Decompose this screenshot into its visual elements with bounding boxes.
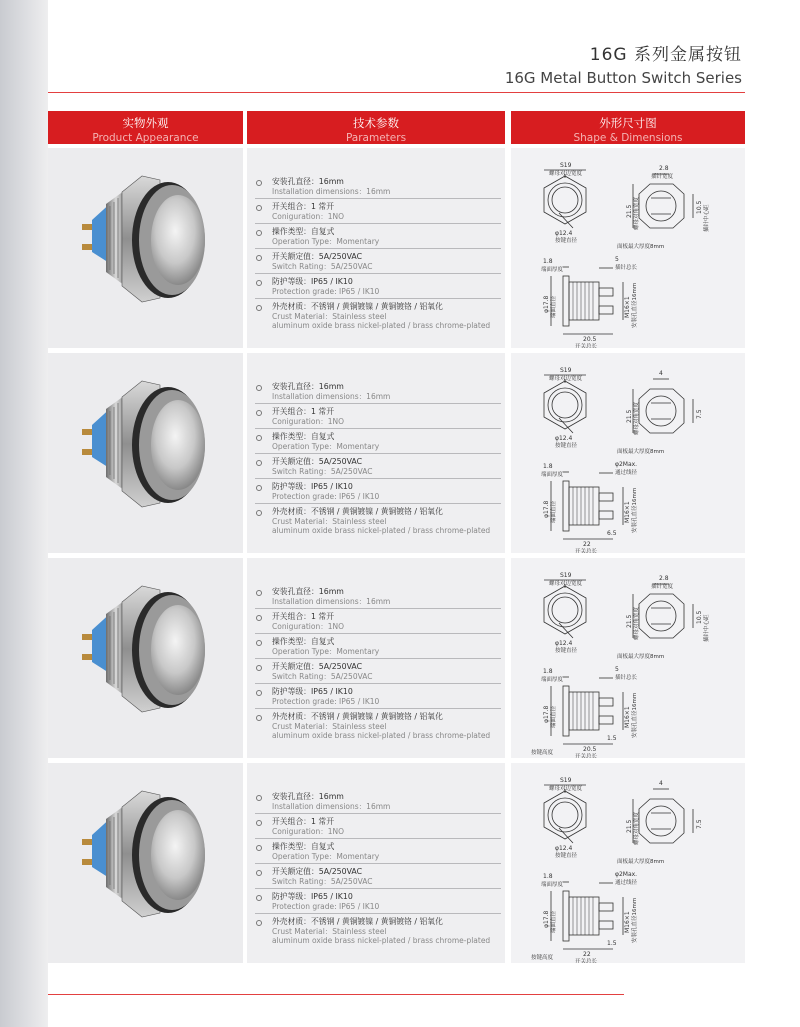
bottom-divider <box>48 994 624 995</box>
dimension-label-len-cn: 开关总长 <box>575 754 598 758</box>
dimension-label-diag: 21.5 <box>626 204 633 218</box>
circle-bullet-icon <box>256 715 262 721</box>
dimension-label-pin-w-cn: 插针宽度 <box>651 584 674 590</box>
parameter-item <box>255 199 501 224</box>
parameter-cn: 开关组合：1 常开 <box>272 407 335 416</box>
circle-bullet-icon <box>256 385 262 391</box>
dimension-label-face: 1.8 <box>543 258 553 265</box>
parameter-cn: 安装孔直径：16mm <box>272 382 344 391</box>
side-bezel <box>563 481 569 531</box>
parameter-cn: 开关组合：1 常开 <box>272 817 335 826</box>
parameter-item <box>255 299 501 332</box>
circle-bullet-icon <box>256 895 262 901</box>
page-header <box>505 40 742 87</box>
parameters-cell <box>247 353 505 553</box>
parameter-en: Crust Material：Stainless steel <box>272 312 387 321</box>
circle-bullet-icon <box>256 485 262 491</box>
side-body <box>569 897 599 935</box>
parameter-en: Coniguration：1NO <box>272 622 345 631</box>
parameter-en: Crust Material：Stainless steel <box>272 517 387 526</box>
dimension-label-diag-cn: 螺母对角宽度 <box>634 196 640 230</box>
parameter-cn: 操作类型：自复式 <box>272 842 335 851</box>
parameter-en: Protection grade: IP65 / IK10 <box>272 902 380 911</box>
parameters-cell <box>247 148 505 348</box>
circle-bullet-icon <box>256 510 262 516</box>
dimension-label-hole-cn: 安装孔直径16mm <box>632 692 638 738</box>
product-photo <box>48 763 243 963</box>
parameter-en: Operation Type：Momentary <box>272 237 380 246</box>
circle-bullet-icon <box>256 305 262 311</box>
parameter-item <box>255 634 501 659</box>
dimension-label-len-cn: 开关总长 <box>575 959 598 963</box>
button-face <box>151 605 205 695</box>
parameter-item <box>255 684 501 709</box>
product-row-1 <box>48 148 745 348</box>
dimension-label-top: φ2Max. <box>615 461 638 468</box>
parameter-en: Protection grade: IP65 / IK10 <box>272 492 380 501</box>
dimensions-cell <box>511 558 745 758</box>
column-header-en: Shape & Dimensions <box>573 132 683 144</box>
parameter-cn: 开关额定值：5A/250VAC <box>272 662 363 671</box>
parameter-en: Crust Material：Stainless steel <box>272 722 387 731</box>
dimension-label-hole-cn: 安装孔直径16mm <box>632 487 638 533</box>
circle-bullet-icon <box>256 820 262 826</box>
parameter-cn: 防护等级：IP65 / IK10 <box>272 482 353 491</box>
title-english: 16G Metal Button Switch Series <box>504 69 742 87</box>
parameter-en-detail: aluminum oxide brass nickel-plated / brass chrome-plated <box>272 321 491 330</box>
circle-bullet-icon <box>256 920 262 926</box>
product-photo <box>48 558 243 758</box>
dimension-label-side: 7.5 <box>696 819 703 829</box>
circle-bullet-icon <box>256 180 262 186</box>
dimension-drawing <box>511 763 745 963</box>
circle-bullet-icon <box>256 615 262 621</box>
dimension-label-panel: 面板最大厚度8mm <box>617 449 665 455</box>
dimension-label-hole-cn: 安装孔直径16mm <box>632 897 638 943</box>
dimension-label-btn-cn: 按键直径 <box>555 853 578 859</box>
parameter-list <box>255 379 501 537</box>
dimension-label-k: 6.5 <box>607 530 617 537</box>
column-header-appearance <box>48 111 243 144</box>
parameter-en: Switch Rating：5A/250VAC <box>272 672 373 681</box>
product-photo <box>48 148 243 348</box>
dimension-label-btn-cn: 按键直径 <box>555 443 578 449</box>
parameter-cn: 外壳材质：不锈钢 / 黄铜镀镍 / 黄铜镀铬 / 铝氧化 <box>272 302 443 311</box>
dimension-label-btn: φ12.4 <box>555 435 573 442</box>
dimension-label-btn-cn: 按键直径 <box>555 238 578 244</box>
circle-bullet-icon <box>256 230 262 236</box>
parameter-item <box>255 839 501 864</box>
button-face <box>151 195 205 285</box>
parameter-item <box>255 814 501 839</box>
metal-button-image <box>48 558 243 758</box>
side-bezel <box>563 891 569 941</box>
dimension-label-dia: φ17.8 <box>543 295 550 313</box>
parameter-en: Installation dimensions：16mm <box>272 597 391 606</box>
circle-bullet-icon <box>256 280 262 286</box>
dimension-label-nut: S19 <box>560 572 572 579</box>
dimension-label-panel: 面板最大厚度8mm <box>617 244 665 250</box>
column-header-cn: 外形尺寸图 <box>599 116 657 130</box>
dimension-label-face: 1.8 <box>543 668 553 675</box>
dimension-label-len-cn: 开关总长 <box>575 344 598 348</box>
parameter-cn: 开关额定值：5A/250VAC <box>272 457 363 466</box>
parameter-cn: 防护等级：IP65 / IK10 <box>272 277 353 286</box>
column-header-parameters <box>247 111 505 144</box>
parameter-en: Coniguration：1NO <box>272 212 345 221</box>
parameter-en: Coniguration：1NO <box>272 827 345 836</box>
dimension-label-btn: φ12.4 <box>555 230 573 237</box>
parameter-en: Operation Type：Momentary <box>272 647 380 656</box>
dimension-label-top-cn: 通过线径 <box>615 470 638 476</box>
dimension-label-thread: M16×1 <box>624 706 631 728</box>
dimension-label-dia-cn: 端面直径 <box>551 910 557 933</box>
button-face <box>151 810 205 900</box>
dimension-label-diag-cn: 螺母对角宽度 <box>634 811 640 845</box>
title-chinese: 16G 系列金属按钮 <box>589 45 742 65</box>
parameter-item <box>255 274 501 299</box>
circle-bullet-icon <box>256 665 262 671</box>
parameter-cn: 防护等级：IP65 / IK10 <box>272 892 353 901</box>
circle-bullet-icon <box>256 845 262 851</box>
parameter-en-detail: aluminum oxide brass nickel-plated / brass chrome-plated <box>272 731 491 740</box>
dimension-label-btn: φ12.4 <box>555 640 573 647</box>
side-bezel <box>563 686 569 736</box>
dimension-label-btn-cn: 按键直径 <box>555 648 578 654</box>
parameter-cn: 开关组合：1 常开 <box>272 612 335 621</box>
top-divider <box>48 92 745 93</box>
parameter-cn: 防护等级：IP65 / IK10 <box>272 687 353 696</box>
dimension-label-panel: 面板最大厚度8mm <box>617 654 665 660</box>
dimension-label-side: 7.5 <box>696 409 703 419</box>
parameter-en: Crust Material：Stainless steel <box>272 927 387 936</box>
dimension-label-nut-cn: 螺母对边宽度 <box>549 786 583 792</box>
dimension-label-k: 1.5 <box>607 735 617 742</box>
column-header-cn: 实物外观 <box>122 116 169 130</box>
dimension-label-face: 1.8 <box>543 873 553 880</box>
dimension-label-thread: M16×1 <box>624 501 631 523</box>
dimension-label-pin-w-cn: 插针宽度 <box>651 174 674 180</box>
dimension-label-thread: M16×1 <box>624 911 631 933</box>
parameter-cn: 安装孔直径：16mm <box>272 587 344 596</box>
parameter-cn: 操作类型：自复式 <box>272 432 335 441</box>
dimension-drawing <box>511 558 745 758</box>
parameter-list <box>255 789 501 947</box>
dimension-label-panel: 面板最大厚度8mm <box>617 859 665 865</box>
parameter-en: Coniguration：1NO <box>272 417 345 426</box>
parameter-en: Switch Rating：5A/250VAC <box>272 877 373 886</box>
circle-bullet-icon <box>256 205 262 211</box>
circle-bullet-icon <box>256 640 262 646</box>
side-bezel <box>563 276 569 326</box>
metal-button-image <box>48 353 243 553</box>
dimension-label-top: 5 <box>615 666 619 673</box>
dimension-label-nut: S19 <box>560 367 572 374</box>
parameter-item <box>255 864 501 889</box>
parameter-cn: 开关额定值：5A/250VAC <box>272 252 363 261</box>
dimension-label-pin-w: 2.8 <box>659 165 669 172</box>
parameter-en: Operation Type：Momentary <box>272 852 380 861</box>
circle-bullet-icon <box>256 795 262 801</box>
parameter-item <box>255 224 501 249</box>
parameter-item <box>255 889 501 914</box>
parameter-cn: 外壳材质：不锈钢 / 黄铜镀镍 / 黄铜镀铬 / 铝氧化 <box>272 712 443 721</box>
circle-bullet-icon <box>256 435 262 441</box>
dimension-label-top: φ2Max. <box>615 871 638 878</box>
product-photo <box>48 353 243 553</box>
parameter-cn: 安装孔直径：16mm <box>272 177 344 186</box>
circle-bullet-icon <box>256 590 262 596</box>
dimension-label-k: 1.5 <box>607 940 617 947</box>
dimension-label-nut: S19 <box>560 162 572 169</box>
dimension-label-face-cn: 端面厚度 <box>541 677 564 683</box>
parameters-cell <box>247 763 505 963</box>
circle-bullet-icon <box>256 870 262 876</box>
dimension-drawing <box>511 353 745 553</box>
dimension-label-side: 10.5 <box>696 200 703 214</box>
dimension-label-pin-w: 4 <box>659 780 663 787</box>
dimension-label-diag: 21.5 <box>626 819 633 833</box>
dimension-label-thread: M16×1 <box>624 296 631 318</box>
dimension-label-dia: φ17.8 <box>543 705 550 723</box>
dimension-label-face-cn: 端面厚度 <box>541 472 564 478</box>
dimensions-cell <box>511 353 745 553</box>
product-row-4 <box>48 763 745 963</box>
dimension-label-diag: 21.5 <box>626 614 633 628</box>
column-header-en: Product Appearance <box>92 132 199 144</box>
circle-bullet-icon <box>256 690 262 696</box>
dimension-label-top-cn: 通过线径 <box>615 880 638 886</box>
product-row-3 <box>48 558 745 758</box>
button-face <box>151 400 205 490</box>
side-body <box>569 692 599 730</box>
parameter-item <box>255 789 501 814</box>
dimension-label-dia-cn: 端面直径 <box>551 500 557 523</box>
dimension-label-side-cn: 插针中心距 <box>704 204 710 232</box>
parameter-en: Operation Type：Momentary <box>272 442 380 451</box>
parameter-cn: 外壳材质：不锈钢 / 黄铜镀镍 / 黄铜镀铬 / 铝氧化 <box>272 507 443 516</box>
dimension-label-pin-w: 4 <box>659 370 663 377</box>
dimensions-cell <box>511 763 745 963</box>
dimension-label-dia-cn: 端面直径 <box>551 705 557 728</box>
dimension-label-top-cn: 插针总长 <box>615 675 638 681</box>
column-header-dimensions <box>511 111 745 144</box>
parameter-en: Switch Rating：5A/250VAC <box>272 467 373 476</box>
parameter-item <box>255 504 501 537</box>
dimension-label-len: 22 <box>583 541 591 548</box>
dimension-label-btn: φ12.4 <box>555 845 573 852</box>
column-header-en: Parameters <box>345 132 407 144</box>
parameter-cn: 开关组合：1 常开 <box>272 202 335 211</box>
parameter-item <box>255 914 501 947</box>
dimension-label-pin-w: 2.8 <box>659 575 669 582</box>
dimension-label-k-cn: 按键高度 <box>531 955 554 961</box>
circle-bullet-icon <box>256 410 262 416</box>
parameter-cn: 外壳材质：不锈钢 / 黄铜镀镍 / 黄铜镀铬 / 铝氧化 <box>272 917 443 926</box>
dimension-label-face-cn: 端面厚度 <box>541 882 564 888</box>
dimension-label-dia: φ17.8 <box>543 500 550 518</box>
dimension-label-face-cn: 端面厚度 <box>541 267 564 273</box>
parameter-en: Installation dimensions：16mm <box>272 187 391 196</box>
side-body <box>569 282 599 320</box>
parameter-cn: 操作类型：自复式 <box>272 227 335 236</box>
dimension-label-face: 1.8 <box>543 463 553 470</box>
dimension-label-dia-cn: 端面直径 <box>551 295 557 318</box>
dimension-label-len: 20.5 <box>583 336 597 343</box>
dimension-label-len: 22 <box>583 951 591 958</box>
dimension-label-nut: S19 <box>560 777 572 784</box>
parameter-cn: 操作类型：自复式 <box>272 637 335 646</box>
dimension-label-len-cn: 开关总长 <box>575 549 598 553</box>
parameter-cn: 安装孔直径：16mm <box>272 792 344 801</box>
parameter-item <box>255 479 501 504</box>
dimensions-cell <box>511 148 745 348</box>
parameters-cell <box>247 558 505 758</box>
dimension-label-nut-cn: 螺母对边宽度 <box>549 171 583 177</box>
dimension-label-nut-cn: 螺母对边宽度 <box>549 376 583 382</box>
parameter-en-detail: aluminum oxide brass nickel-plated / brass chrome-plated <box>272 936 491 945</box>
dimension-label-len: 20.5 <box>583 746 597 753</box>
dimension-label-top: 5 <box>615 256 619 263</box>
dimension-label-k-cn: 按键高度 <box>531 750 554 756</box>
parameter-item <box>255 379 501 404</box>
side-body <box>569 487 599 525</box>
dimension-label-diag-cn: 螺母对角宽度 <box>634 401 640 435</box>
parameter-item <box>255 454 501 479</box>
parameter-item <box>255 174 501 199</box>
dimension-label-diag-cn: 螺母对角宽度 <box>634 606 640 640</box>
parameter-en-detail: aluminum oxide brass nickel-plated / brass chrome-plated <box>272 526 491 535</box>
dimension-drawing <box>511 148 745 348</box>
metal-button-image <box>48 763 243 963</box>
parameter-item <box>255 659 501 684</box>
parameter-en: Installation dimensions：16mm <box>272 392 391 401</box>
dimension-label-side: 10.5 <box>696 610 703 624</box>
parameter-item <box>255 584 501 609</box>
parameter-cn: 开关额定值：5A/250VAC <box>272 867 363 876</box>
circle-bullet-icon <box>256 460 262 466</box>
dimension-label-diag: 21.5 <box>626 409 633 423</box>
column-header-cn: 技术参数 <box>353 116 399 130</box>
product-row-2 <box>48 353 745 553</box>
parameter-en: Protection grade: IP65 / IK10 <box>272 287 380 296</box>
dimension-label-nut-cn: 螺母对边宽度 <box>549 581 583 587</box>
parameter-list <box>255 584 501 742</box>
parameter-list <box>255 174 501 332</box>
parameter-item <box>255 709 501 742</box>
parameter-item <box>255 249 501 274</box>
parameter-item <box>255 429 501 454</box>
dimension-label-top-cn: 插针总长 <box>615 265 638 271</box>
dimension-label-dia: φ17.8 <box>543 910 550 928</box>
metal-button-image <box>48 148 243 348</box>
parameter-en: Installation dimensions：16mm <box>272 802 391 811</box>
dimension-label-side-cn: 插针中心距 <box>704 614 710 642</box>
parameter-item <box>255 609 501 634</box>
parameter-en: Protection grade: IP65 / IK10 <box>272 697 380 706</box>
left-shade <box>0 0 48 1027</box>
circle-bullet-icon <box>256 255 262 261</box>
parameter-item <box>255 404 501 429</box>
parameter-en: Switch Rating：5A/250VAC <box>272 262 373 271</box>
dimension-label-hole-cn: 安装孔直径16mm <box>632 282 638 328</box>
